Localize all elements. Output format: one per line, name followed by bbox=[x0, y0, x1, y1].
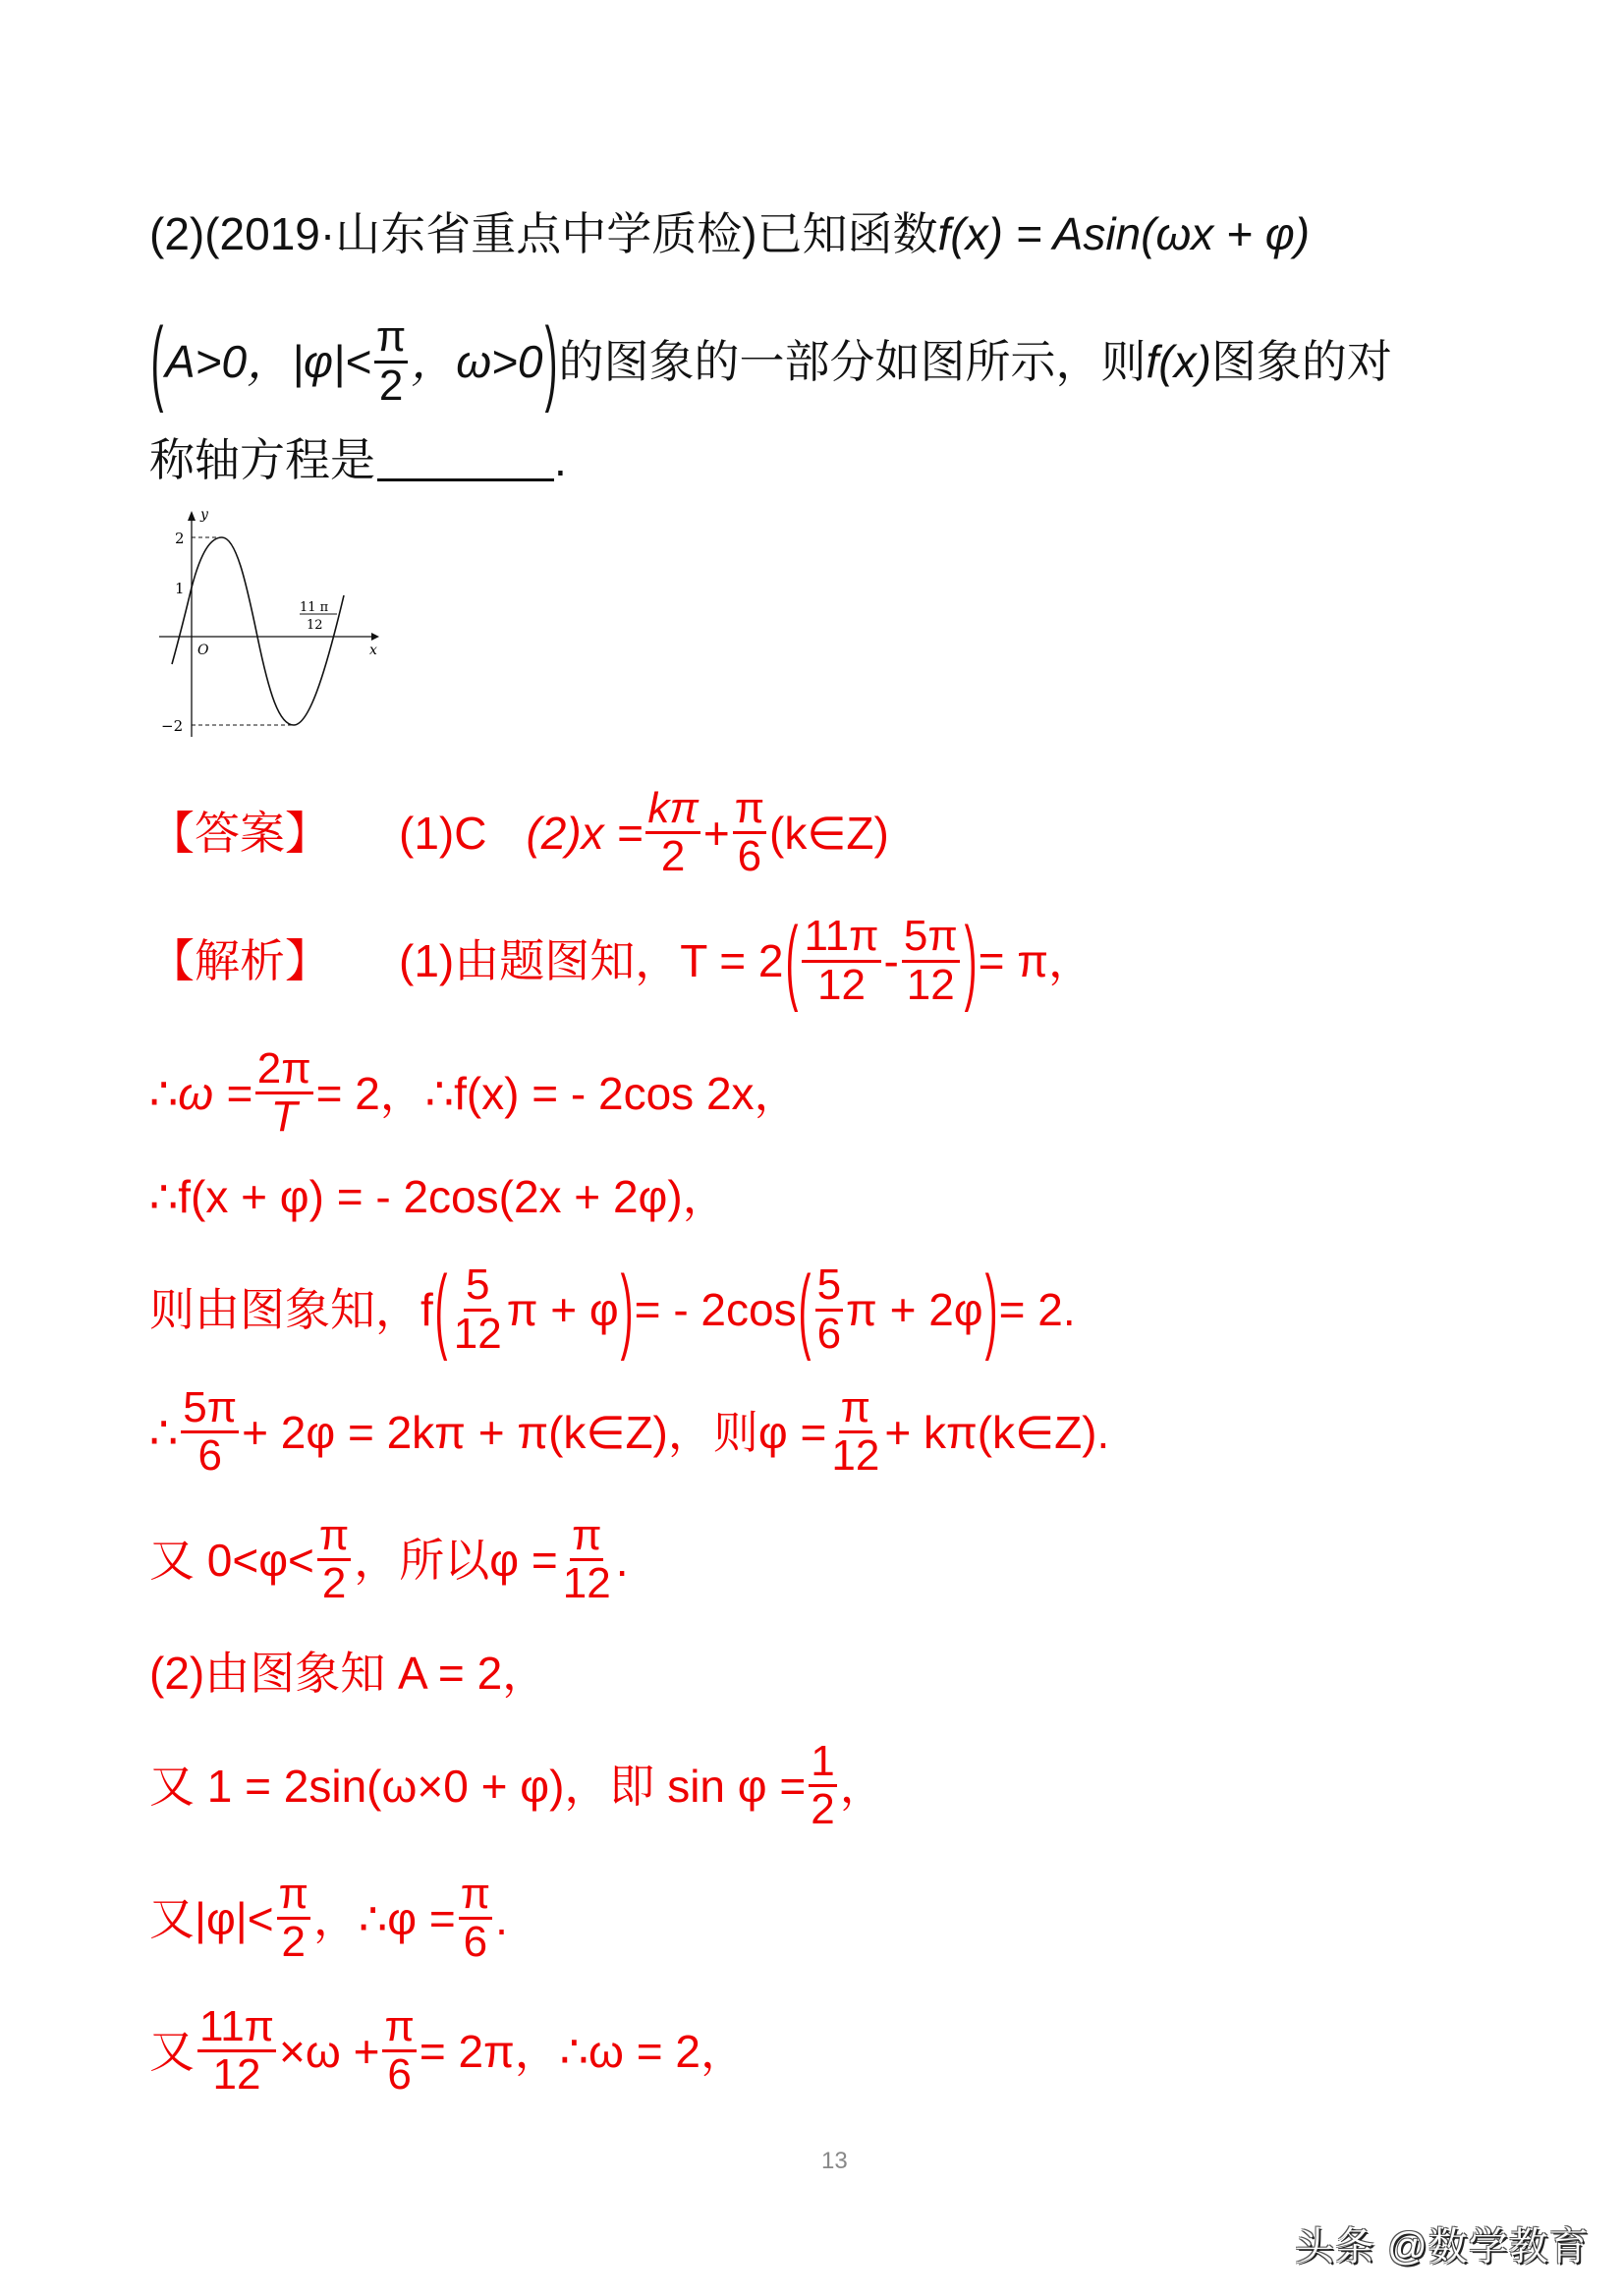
svg-text:1: 1 bbox=[175, 580, 185, 597]
analysis-line-10: 又 $\frac{11\pi}{12}$ ×ω + $\frac{\pi}{6}$ = 2π，∴ω = 2， bbox=[149, 2002, 746, 2100]
svg-text:−2: −2 bbox=[161, 717, 184, 735]
analysis-line-1: 【解析】 (1)由题图知，T = 2 ( $\frac{11\pi}{12}$ - $\frac{5\pi}{12}$ ) = π， bbox=[149, 908, 1094, 1013]
condition-b: ，ω>0 bbox=[411, 336, 543, 387]
svg-text:12: 12 bbox=[307, 618, 323, 633]
watermark: 头条 @数学教育 bbox=[1295, 2225, 1590, 2268]
analysis-line-3: ∴f(x + φ) = - 2cos(2x + 2φ)， bbox=[149, 1171, 728, 1222]
analysis-line-7: (2)由图象知 A = 2， bbox=[149, 1648, 548, 1699]
answer-part-1: (1)C bbox=[399, 807, 487, 859]
svg-text:y: y bbox=[200, 507, 208, 523]
svg-text:O: O bbox=[197, 643, 209, 658]
sine-graph-figure bbox=[147, 501, 393, 747]
page-number: 13 bbox=[821, 2148, 848, 2174]
analysis-line-5: ∴ $\frac{5\pi}{6}$ + 2φ = 2kπ + π(k∈Z)，则φ = $\frac{\pi}{12}$ + kπ(k∈Z). bbox=[149, 1383, 1110, 1481]
analysis-tag: 【解析】 bbox=[149, 935, 330, 986]
analysis-line-9: 又|φ|< $\frac{\pi}{2}$ ，∴φ = $\frac{\pi}{6}$ . bbox=[149, 1870, 508, 1967]
answer-tag: 【答案】 bbox=[149, 807, 330, 859]
question-source: (2)(2019·山东省重点中学质检)已知函数 bbox=[149, 208, 938, 259]
svg-text:2: 2 bbox=[175, 530, 185, 547]
sine-graph-svg bbox=[147, 501, 393, 747]
analysis-line-4: 则由图象知，f ( $\frac{5}{12}$ π + φ ) = - 2cos ( $\frac{5}{6}$ π + 2φ ) = 2. bbox=[149, 1257, 1076, 1362]
answer-part-2-prefix: (2)x = bbox=[526, 807, 644, 859]
analysis-line-6: 又 0<φ< $\frac{\pi}{2}$ ，所以φ = $\frac{\pi}{12}$ . bbox=[149, 1511, 629, 1608]
left-paren: ( bbox=[150, 308, 164, 414]
svg-text:x: x bbox=[369, 643, 377, 658]
analysis-line-8: 又 1 = 2sin(ω×0 + φ)，即 sin φ = $\frac{1}{2}$ ， bbox=[149, 1737, 885, 1834]
svg-text:11 π: 11 π bbox=[300, 600, 329, 615]
answer-blank bbox=[377, 439, 554, 481]
fraction-pi-over-2: $\frac{\pi}{2}$ bbox=[375, 312, 407, 410]
right-paren: ) bbox=[544, 308, 557, 414]
function-definition: f(x) = Asin(ωx + φ) bbox=[937, 208, 1311, 259]
question-line-2 bbox=[149, 308, 1392, 414]
question-line-3: 称轴方程是 . bbox=[149, 434, 567, 485]
condition-a: A>0，|φ|< bbox=[164, 336, 371, 387]
question-line-1 bbox=[149, 208, 1311, 259]
question-text-end: 图象的对 bbox=[1210, 336, 1392, 387]
answer-line: 【答案】 (1)C (2)x = $\frac{k\pi}{2}$ + $\frac{\pi}{6}$ (k∈Z) bbox=[149, 784, 889, 881]
question-text: 的图象的一部分如图所示，则 bbox=[558, 336, 1147, 387]
fx-ref: f(x) bbox=[1146, 336, 1211, 387]
analysis-line-2: ∴ω = $\frac{2\pi}{T}$ = 2，∴f(x) = - 2cos 2x， bbox=[149, 1044, 800, 1142]
